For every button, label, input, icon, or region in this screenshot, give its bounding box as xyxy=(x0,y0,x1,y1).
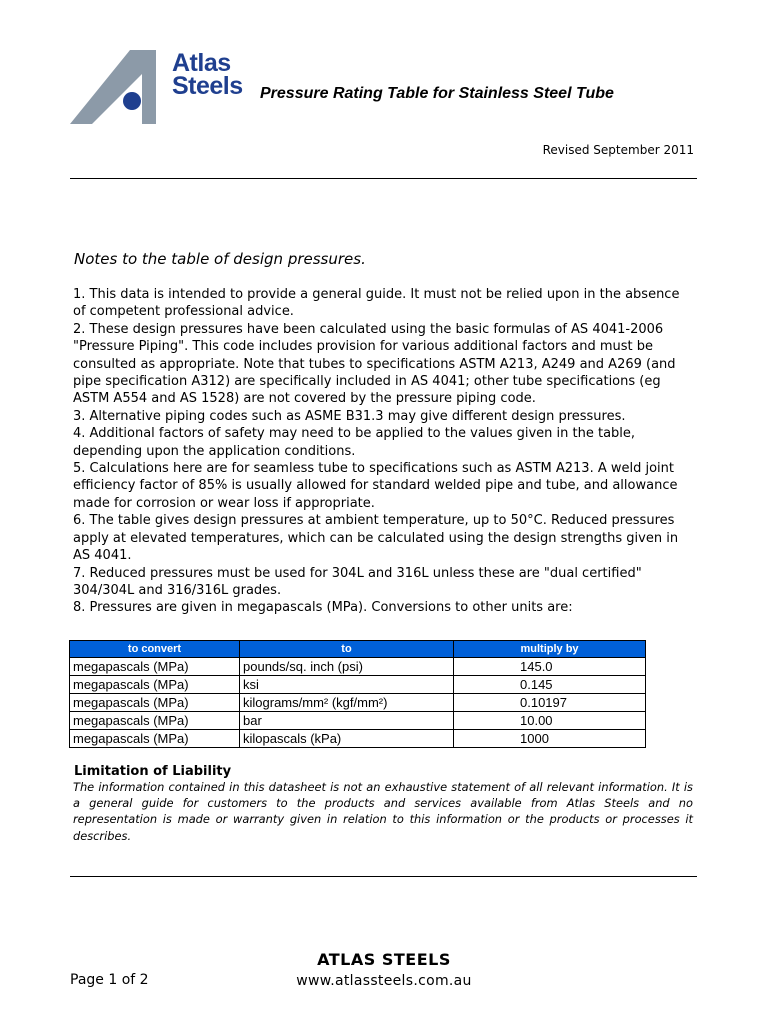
notes-list xyxy=(73,286,695,617)
atlas-steels-logo xyxy=(70,44,260,126)
liability-text: The information contained in this datasheet is not an exhaustive statement of all relevant information. It is a general guide for customers to the products and services available from Atlas Steels and no representation is made or warranty given in relation to this information or the products or processes it describes. xyxy=(73,780,693,843)
note-item: 1. This data is intended to provide a general guide. It must not be relied upon in the absence of competent professional advice. xyxy=(73,287,680,320)
note-item: 7. Reduced pressures must be used for 304L and 316L unless these are "dual certified" 304/304L and 316/316L grades. xyxy=(73,565,642,598)
footer-divider xyxy=(70,876,697,877)
cell-multiplier: 145.0 xyxy=(454,658,646,676)
cell-to-unit: kilograms/mm² (kgf/mm²) xyxy=(240,694,454,712)
liability-heading: Limitation of Liability xyxy=(74,764,232,779)
cell-from-unit: megapascals (MPa) xyxy=(70,676,240,694)
website-link[interactable]: www.atlassteels.com.au xyxy=(296,973,472,989)
column-header-to-convert: to convert xyxy=(70,641,240,658)
cell-from-unit: megapascals (MPa) xyxy=(70,658,240,676)
cell-multiplier: 10.00 xyxy=(454,712,646,730)
cell-from-unit: megapascals (MPa) xyxy=(70,694,240,712)
cell-from-unit: megapascals (MPa) xyxy=(70,712,240,730)
note-item: 4. Additional factors of safety may need to be applied to the values given in the table, depending upon the application conditions. xyxy=(73,426,636,459)
note-item: 2. These design pressures have been calculated using the basic formulas of AS 4041-2006 "Pressure Piping". This code includes provision for various additional factors and must be consulted as appropriate. Note that tubes to specifications ASTM A213, A249 and A269 (and pipe specification A312) are specifically included in AS 4041; other tube specifications (eg ASTM A554 and AS 1528) are not covered by the pressure piping code. xyxy=(73,321,676,407)
cell-to-unit: ksi xyxy=(240,676,454,694)
cell-to-unit: kilopascals (kPa) xyxy=(240,730,454,748)
cell-from-unit: megapascals (MPa) xyxy=(70,730,240,748)
cell-to-unit: pounds/sq. inch (psi) xyxy=(240,658,454,676)
column-header-multiply-by: multiply by xyxy=(454,641,646,658)
cell-to-unit: bar xyxy=(240,712,454,730)
header-divider xyxy=(70,178,697,179)
table-row xyxy=(70,712,646,730)
table-row xyxy=(70,730,646,748)
cell-multiplier: 0.145 xyxy=(454,676,646,694)
note-item: 5. Calculations here are for seamless tube to specifications such as ASTM A213. A weld joint efficiency factor of 85% is usually allowed for standard welded pipe and tube, and allowance made for corrosion or wear loss if appropriate. xyxy=(73,461,678,511)
note-item: 6. The table gives design pressures at ambient temperature, up to 50°C. Reduced pressures apply at elevated temperatures, which can be calculated using the design strengths given in AS 4041. xyxy=(73,513,679,564)
notes-heading: Notes to the table of design pressures. xyxy=(74,250,366,268)
note-item: 3. Alternative piping codes such as ASME B31.3 may give different design pressures. xyxy=(73,408,626,424)
table-row xyxy=(70,676,646,694)
cell-multiplier: 1000 xyxy=(454,730,646,748)
cell-multiplier: 0.10197 xyxy=(454,694,646,712)
logo-word-steels: Steels xyxy=(172,72,243,100)
document-title: Pressure Rating Table for Stainless Steel Tube xyxy=(260,85,614,102)
table-row xyxy=(70,694,646,712)
note-item: 8. Pressures are given in megapascals (MPa). Conversions to other units are: xyxy=(73,600,573,616)
atlas-a-icon xyxy=(70,44,180,126)
page-number: Page 1 of 2 xyxy=(70,972,149,988)
unit-conversion-table xyxy=(69,640,646,748)
table-header-row xyxy=(70,641,646,658)
column-header-to: to xyxy=(240,641,454,658)
table-row xyxy=(70,658,646,676)
logo-word-atlas: Atlas xyxy=(172,49,231,77)
footer-company-name: ATLAS STEELS xyxy=(317,950,451,969)
revised-date: Revised September 2011 xyxy=(542,143,694,157)
